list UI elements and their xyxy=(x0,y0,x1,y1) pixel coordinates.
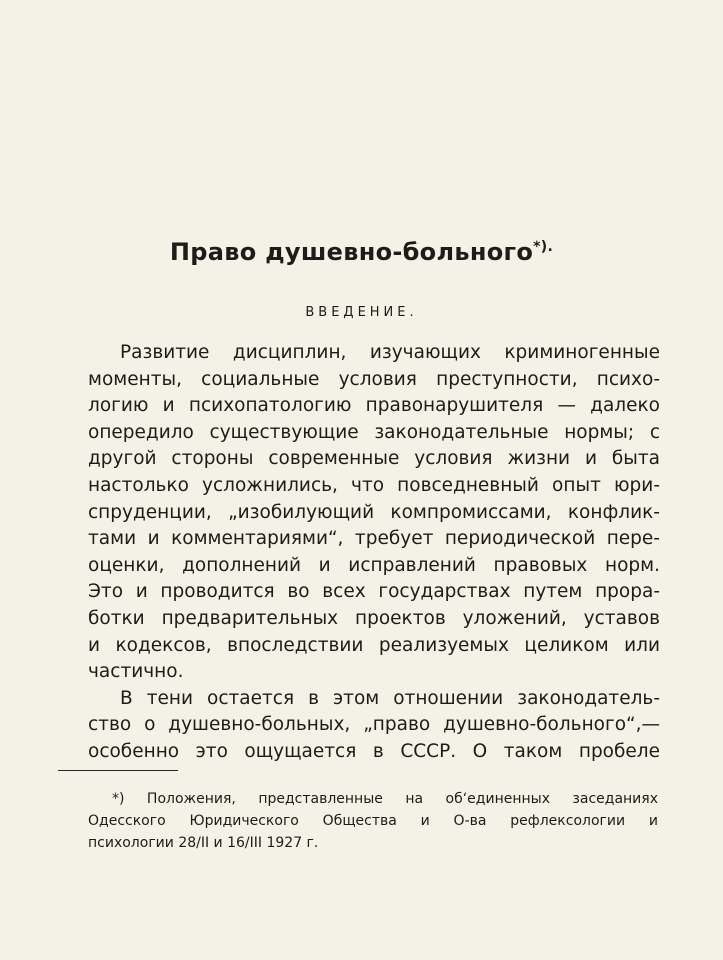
text-line: ство о душевно-больных, „право душевно-больного“,— xyxy=(88,714,660,736)
text-line: и кодексов, впоследствии реализуемых целиком или xyxy=(88,634,660,656)
text-line: особенно это ощущается в СССР. О таком пробеле xyxy=(88,740,660,762)
text-line: ботки предварительных проектов уложений, уставов xyxy=(88,607,660,629)
footnote xyxy=(88,788,658,854)
text-line: опередило существующие законодательные нормы; с xyxy=(88,421,660,443)
text-line: настолько усложнились, что повседневный опыт юри- xyxy=(88,474,660,496)
section-heading: ВВЕДЕНИЕ. xyxy=(305,305,418,320)
title-footnote-marker: *). xyxy=(533,239,554,255)
text-line: тами и комментариями“, требует периодической пере- xyxy=(88,528,660,550)
body-text xyxy=(88,340,660,766)
text-line: Это и проводится во всех государствах путем прора- xyxy=(88,581,660,603)
text-line: спруденции, „изобилующий компромиссами, конфлик- xyxy=(88,501,660,523)
page-title xyxy=(0,238,723,266)
title-text: Право душевно-больного xyxy=(169,238,534,266)
text-line: логию и психопатологию правонарушителя — далеко xyxy=(88,395,660,417)
footnote-line: Одесского Юридического Общества и О-ва рефлексологии и xyxy=(88,813,658,829)
text-line: Развитие дисциплин, изучающих криминогенные xyxy=(120,342,660,363)
footnote-line: *) Положения, представленные на об‘единенных заседаниях xyxy=(112,791,658,807)
text-line: моменты, социальные условия преступности, психо- xyxy=(88,368,660,390)
footnote-line: психологии 28/II и 16/III 1927 г. xyxy=(88,835,319,851)
text-line: оценки, дополнений и исправлений правовых норм. xyxy=(88,554,660,576)
text-line: другой стороны современные условия жизни и быта xyxy=(88,448,660,470)
text-line: частично. xyxy=(88,661,184,683)
text-line: В тени остается в этом отношении законодатель- xyxy=(120,687,660,709)
footnote-divider xyxy=(58,770,178,771)
